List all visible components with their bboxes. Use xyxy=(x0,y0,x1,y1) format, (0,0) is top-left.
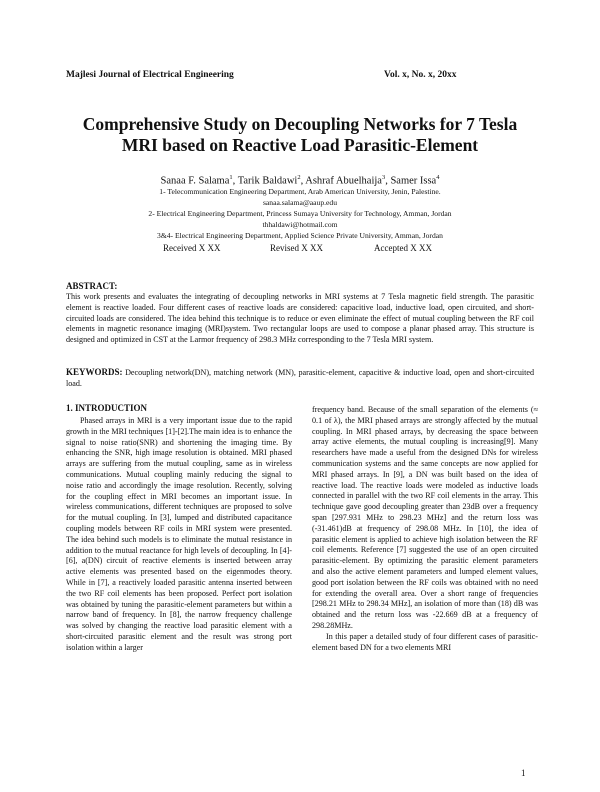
volume-info: Vol. x, No. x, 20xx xyxy=(384,70,457,80)
author-4-sup: 4 xyxy=(436,174,440,181)
received-date: Received X XX xyxy=(163,243,221,253)
keywords-label: KEYWORDS: xyxy=(66,367,123,377)
author-4: Samer Issa xyxy=(390,175,437,187)
revised-date: Revised X XX xyxy=(270,243,323,253)
author-1-sup: 1 xyxy=(229,174,233,181)
paper-title xyxy=(40,114,560,156)
author-3: Ashraf Abuelhaija xyxy=(305,175,382,187)
affiliation-2: 2- Electrical Engineering Department, Princess Sumaya University for Technology, Amman, Jordan xyxy=(148,209,452,218)
title-line-2: MRI based on Reactive Load Parasitic-Element xyxy=(121,135,479,155)
abstract-label: ABSTRACT: xyxy=(66,281,118,291)
author-sep: , xyxy=(232,175,238,187)
introduction-heading: 1. INTRODUCTION xyxy=(66,403,148,413)
author-2: Tarik Baldawi xyxy=(237,175,298,187)
intro-right-column xyxy=(312,405,538,653)
keywords xyxy=(66,367,534,390)
author-2-sup: 2 xyxy=(297,174,301,181)
intro-paragraph-1-continued: frequency band. Because of the small separation of the elements (≈ 0.1 of λ), the MRI phased arrays are strongly affected by the mutual coupling. In MRI phased arrays, by decreasing the space between array active elements, the mutual coupling is increasing[9]. Many researchers have made a useful from the designed DNs for wireless communication systems and the same concepts are now applied for MRI phased arrays. In [9], a DN was built based on the idea of reactive load. The reactive loads were modeled as inductive loads connected in parallel with the two RF coil elements in the array. This technique gave good decoupling greater than 23dB over a frequency span [297.931 MHz to 298.23 MHz] and the return loss was (-31.461)dB at frequency of 298.08 MHz. In [10], the idea of parasitic element is applied to achieve high isolation between the RF coil elements. Reference [7] suggested the use of an open circuited parasitic-element. By optimizing the parasitic element parameters and also the active element parameters and lumped element values, good port isolation between the RF coils was obtained with no need for extending the overall area. Over a short range of frequencies [298.21 MHz to 298.34 MHz], an isolation of more than (18) dB was obtained and the return loss was -22.669 dB at a frequency of 298.28MHz. xyxy=(312,405,538,630)
page-number: 1 xyxy=(521,768,526,778)
accepted-date: Accepted X XX xyxy=(374,243,432,253)
affiliation-1-email: sanaa.salama@aaup.edu xyxy=(262,198,338,207)
intro-paragraph-2: In this paper a detailed study of four different cases of parasitic-element based DN for a two elements MRI xyxy=(312,631,538,652)
abstract-text: This work presents and evaluates the integrating of decoupling networks in MRI systems at 7 Tesla magnetic field strength. The parasitic element is reactive loaded. Four different cases of reactive loads are considered: capacitive load, inductive load, open circuited, and short-circuited loads are considered. The idea behind this technique is to reduce or even eliminate the effect of mutual coupling between the RF coil elements in magnetic resonance imaging (MRI)system. Two rectangular loops are used to compose a planar phased array. This structure is designed and optimized in CST at the Larmor frequency of 298.3 MHz corresponding to the 7 Tesla MRI system. xyxy=(66,292,534,345)
journal-name: Majlesi Journal of Electrical Engineering xyxy=(66,70,234,80)
author-3-sup: 3 xyxy=(381,174,386,181)
intro-left-column xyxy=(66,416,292,654)
keywords-text: Decoupling network(DN), matching network (MN), parasitic-element, capacitive & inductive load, open and short-circuited load. xyxy=(66,368,534,388)
author-1: Sanaa F. Salama xyxy=(160,175,230,187)
author-sep: , xyxy=(385,175,391,187)
affiliation-3: 3&4- Electrical Engineering Department, Applied Science Private University, Amman, Jordan xyxy=(157,231,443,240)
author-list xyxy=(40,174,560,187)
affiliation-1: 1- Telecommunication Engineering Department, Arab American University, Jenin, Palestine. xyxy=(159,187,441,196)
author-sep: , xyxy=(300,175,306,187)
affiliation-2-email: thhaldawi@hotmail.com xyxy=(262,220,338,229)
intro-paragraph-1: Phased arrays in MRI is a very important issue due to the rapid growth in the MRI techniques [1]-[2].The main idea is to enhance the signal to noise ratio(SNR) and shortening the imaging time. By enhancing the SNR, high image resolution is obtained. MRI phased arrays are suffering from the mutual coupling, same as in wireless communications. Mutual coupling mainly reducing the signal to noise ratio and accordingly the image resolution. Recently, solving for the coupling effect in MRI becomes an important issue. In wireless communications, different techniques are proposed to solve for the mutual coupling. In [3], lumped and distributed capacitance coupling models between RF coils in MRI system were presented. The idea behind such models is to eliminate the mutual resistance in addition to the mutual reactance for high levels of decoupling. In [4]-[6], a(DN) circuit of reactive elements is inserted between array active elements was presented based on the eigenmodes theory. While in [7], a reactively loaded parasitic antenna inserted between the two RF coil elements has been proposed. Perfect port isolation was obtained by tuning the parasitic-element parameters but within a narrow band of frequency. In [8], the narrow frequency challenge was solved by changing the reactive load parasitic element with a short-circuited parasitic element and the result was strong port isolation within a larger xyxy=(66,416,292,652)
title-line-1: Comprehensive Study on Decoupling Networks for 7 Tesla xyxy=(82,114,518,134)
